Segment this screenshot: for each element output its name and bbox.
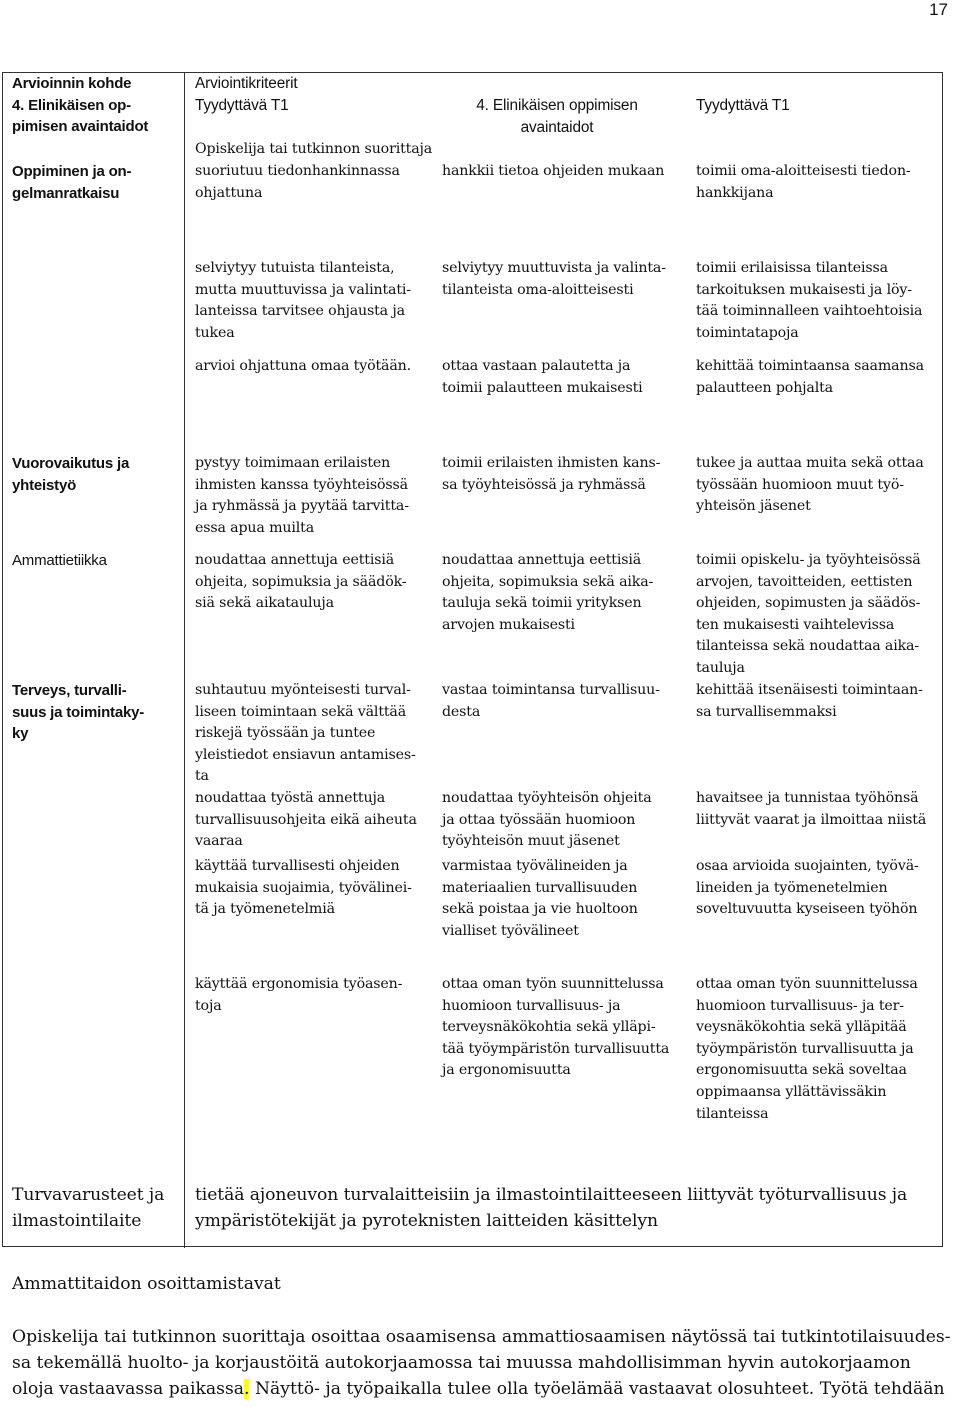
criteria-cell: toimii erilaisten ihmisten kans- sa työyhteisössä ja ryhmässä [442,455,661,493]
criteria-cell: ottaa vastaan palautetta ja toimii palautteen mukaisesti [442,358,643,396]
criteria-cell: noudattaa annettuja eettisiä ohjeita, sopimuksia ja säädök- siä sekä aikatauluja [195,552,407,612]
header-assessment-target: Arvioinnin kohde 4. Elinikäisen op- pimisen avaintaidot [12,75,149,135]
topic-safety-equipment: Turvavarusteet ja ilmastointilaite [12,1185,165,1231]
header-key-competences: 4. Elinikäisen oppimisen avaintaidot [476,97,638,136]
paragraph-line: oloja vastaavassa paikassa. Näyttö- ja työpaikalla tulee olla työelämää vastaavat olosuhteet. Työtä tehdään [12,1379,945,1399]
topic-learning: Oppiminen ja on- gelmanratkaisu [12,163,132,202]
criteria-cell: ottaa oman työn suunnittelussa huomioon turvallisuus- ja ter- veysnäkökohtia sekä ylläpitää työympäristön turvallisuutta ja ergonomisuutta sekä soveltaa oppimaansa yllättävissäkin tilanteissa [696,976,918,1122]
criteria-cell: selviytyy muuttuvista ja valinta- tilanteista oma-aloitteisesti [442,260,666,298]
equipment-criteria: tietää ajoneuvon turvalaitteisiin ja ilmastointilaitteeseen liittyvät työturvallisuus ja ympäristötekijät ja pyroteknisten laitteiden käsittelyn [195,1185,908,1231]
criteria-cell: kehittää toimintaansa saamansa palautteen pohjalta [696,358,924,396]
header-criteria-title: Arviointikriteerit [195,75,298,92]
topic-interaction: Vuorovaikutus ja yhteistyö [12,455,130,494]
topic-health-safety: Terveys, turvalli- suus ja toimintaky- ky [12,682,145,742]
header-level-t1-right: Tyydyttävä T1 [696,97,790,114]
paragraph-line: Opiskelija tai tutkinnon suorittaja osoittaa osaamisensa ammattiosaamisen näytössä tai tutkintotilaisuudes- [12,1327,951,1347]
header-subject-line: Opiskelija tai tutkinnon suorittaja [195,141,433,157]
column-divider [184,73,185,1248]
criteria-cell: hankkii tietoa ohjeiden mukaan [442,163,665,179]
highlighted-mark: . [244,1379,250,1399]
criteria-cell: noudattaa työyhteisön ohjeita ja ottaa työssään huomioon työyhteisön muut jäsenet [442,790,652,850]
section-title: Ammattitaidon osoittamistavat [12,1274,281,1294]
page-number: 17 [929,0,948,19]
demonstration-paragraph [12,1324,952,1402]
criteria-cell: pystyy toimimaan erilaisten ihmisten kanssa työyhteisössä ja ryhmässä ja pyytää tarvitta- essa apua muilta [195,455,409,536]
topic-professional-ethics: Ammattietiikka [12,552,107,569]
criteria-cell: vastaa toimintansa turvallisuu- desta [442,682,660,720]
criteria-cell: selviytyy tutuista tilanteista, mutta muuttuvissa ja valintati- lanteissa tarvitsee ohjausta ja tukea [195,260,411,341]
criteria-cell: käyttää turvallisesti ohjeiden mukaisia suojaimia, työvälinei- tä ja työmenetelmiä [195,858,412,918]
criteria-cell: noudattaa annettuja eettisiä ohjeita, sopimuksia sekä aika- tauluja sekä toimii yrityksen arvojen mukaisesti [442,552,654,633]
criteria-cell: suoriutuu tiedonhankinnassa ohjattuna [195,163,400,201]
criteria-cell: käyttää ergonomisia työasen- toja [195,976,403,1014]
criteria-cell: toimii oma-aloitteisesti tiedon- hankkijana [696,163,911,201]
criteria-cell: havaitsee ja tunnistaa työhönsä liittyvät vaarat ja ilmoittaa niistä [696,790,927,828]
criteria-cell: kehittää itsenäisesti toimintaan- sa turvallisemmaksi [696,682,923,720]
criteria-cell: suhtautuu myönteisesti turval- liseen toimintaan sekä välttää riskejä työssään ja tuntee yleistiedot ensiavun antamises- ta [195,682,416,785]
criteria-cell: osaa arvioida suojainten, työvä- lineiden ja työmenetelmien soveltuvuutta kyseiseen työhön [696,858,919,918]
criteria-cell: tukee ja auttaa muita sekä ottaa työssään huomioon muut työ- yhteisön jäsenet [696,455,924,515]
criteria-cell: noudattaa työstä annettuja turvallisuusohjeita eikä aiheuta vaaraa [195,790,417,850]
criteria-cell: varmistaa työvälineiden ja materiaalien turvallisuuden sekä poistaa ja vie huoltoon vialliset työvälineet [442,858,638,939]
criteria-cell: ottaa oman työn suunnittelussa huomioon turvallisuus- ja terveysnäkökohtia sekä ylläpi- tää työympäristön turvallisuutta ja ergonomisuutta [442,976,670,1079]
criteria-cell: arvioi ohjattuna omaa työtään. [195,358,412,374]
criteria-cell: toimii erilaisissa tilanteissa tarkoituksen mukaisesti ja löy- tää toiminnalleen vaihtoehtoisia toimintatapoja [696,260,923,341]
paragraph-line: sa tekemällä huolto- ja korjaustöitä autokorjaamossa tai muussa mahdollisimman hyvin autokorjaamon [12,1353,911,1373]
criteria-cell: toimii opiskelu- ja työyhteisössä arvojen, tavoitteiden, eettisten ohjeiden, sopimusten ja säädös- ten mukaisesti vaihtelevissa tilanteissa sekä noudattaa aika- tauluja [696,552,921,676]
header-level-t1: Tyydyttävä T1 [195,97,289,114]
